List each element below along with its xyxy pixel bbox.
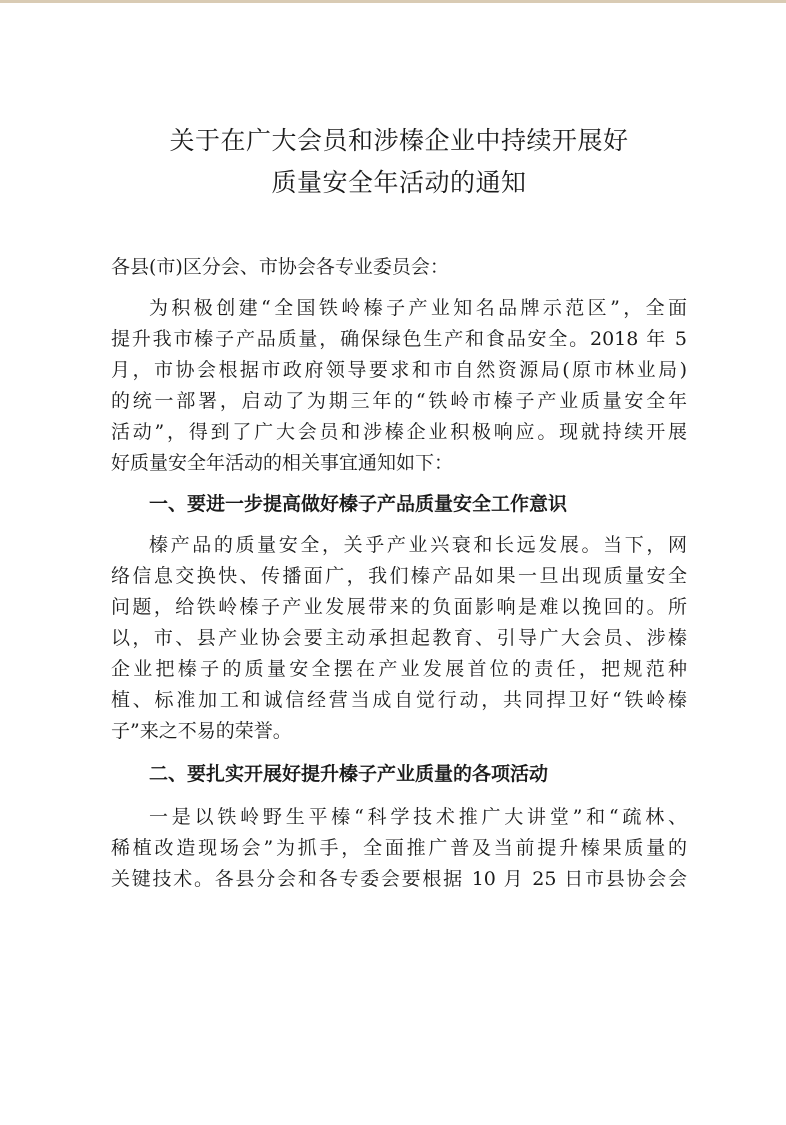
section-2-line: 关键技术。各县分会和各专委会要根据 10 月 25 日市县协会会	[111, 868, 687, 890]
intro-line: 好质量安全年活动的相关事宜通知如下：	[111, 452, 454, 474]
document-title	[111, 120, 687, 204]
intro-line: 月，市协会根据市政府领导要求和市自然资源局(原市林业局)	[111, 359, 687, 381]
section-1-line: 子”来之不易的荣誉。	[111, 720, 292, 742]
intro-line: 活动”，得到了广大会员和涉榛企业积极响应。现就持续开展	[111, 421, 687, 443]
intro-line: 的统一部署，启动了为期三年的“铁岭市榛子产业质量安全年	[111, 390, 687, 412]
section-1-line: 络信息交换快、传播面广，我们榛产品如果一旦出现质量安全	[111, 565, 687, 587]
intro-line: 提升我市榛子产品质量，确保绿色生产和食品安全。2018 年 5	[111, 328, 687, 350]
section-2-line: 稀植改造现场会”为抓手，全面推广普及当前提升榛果质量的	[111, 837, 687, 859]
intro-line: 为积极创建“全国铁岭榛子产业知名品牌示范区”，全面	[149, 297, 687, 319]
page-top-rule	[0, 0, 786, 3]
salutation: 各县(市)区分会、市协会各专业委员会：	[111, 256, 449, 278]
title-line-1: 关于在广大会员和涉榛企业中持续开展好	[169, 126, 629, 155]
section-1-line: 以，市、县产业协会要主动承担起教育、引导广大会员、涉榛	[111, 627, 687, 649]
section-1-heading: 一、要进一步提高做好榛子产品质量安全工作意识	[149, 493, 568, 515]
section-1-line: 植、标准加工和诚信经营当成自觉行动，共同捍卫好“铁岭榛	[111, 689, 687, 711]
section-2-heading: 二、要扎实开展好提升榛子产业质量的各项活动	[149, 763, 549, 785]
section-2-line: 一是以铁岭野生平榛“科学技术推广大讲堂”和“疏林、	[149, 806, 687, 828]
section-1-line: 企业把榛子的质量安全摆在产业发展首位的责任，把规范种	[111, 658, 687, 680]
title-line-2: 质量安全年活动的通知	[271, 168, 527, 197]
section-1-paragraph	[111, 530, 687, 747]
section-1-line: 榛产品的质量安全，关乎产业兴衰和长远发展。当下，网	[149, 534, 687, 556]
section-2-paragraph	[111, 802, 687, 895]
intro-paragraph	[111, 293, 687, 479]
section-1-line: 问题，给铁岭榛子产业发展带来的负面影响是难以挽回的。所	[111, 596, 687, 618]
notice-document	[111, 120, 687, 895]
